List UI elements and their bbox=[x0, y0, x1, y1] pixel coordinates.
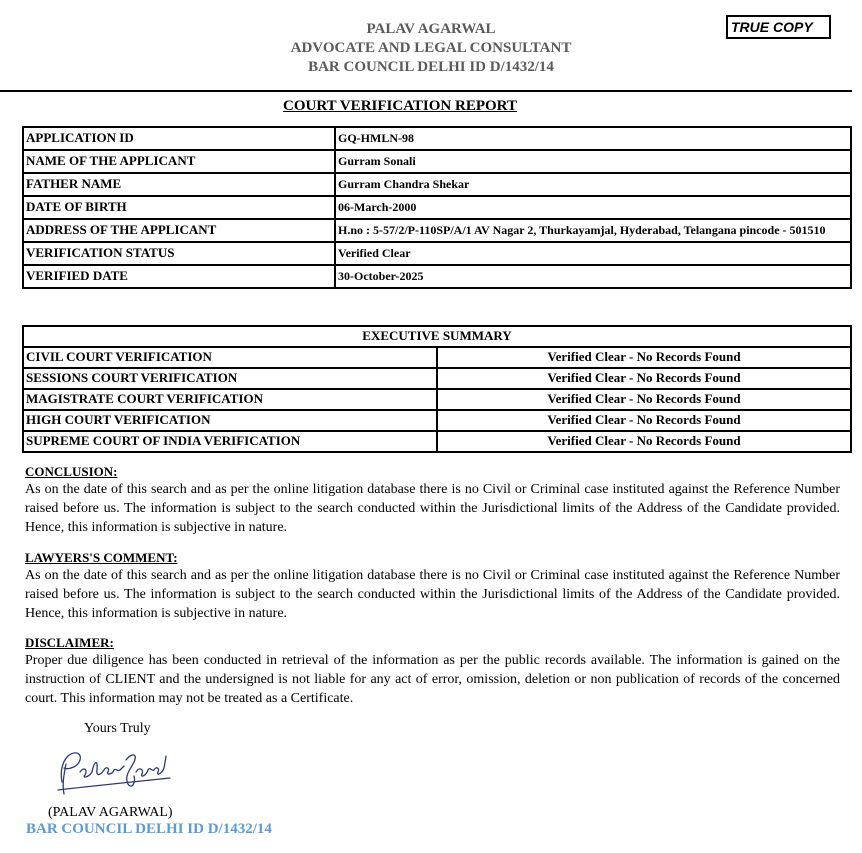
court-name: SUPREME COURT OF INDIA VERIFICATION bbox=[23, 431, 437, 452]
table-row bbox=[23, 265, 851, 288]
father-name-label: FATHER NAME bbox=[23, 173, 335, 196]
table-row bbox=[23, 219, 851, 242]
table-row bbox=[23, 410, 851, 431]
table-row bbox=[23, 347, 851, 368]
court-name: CIVIL COURT VERIFICATION bbox=[23, 347, 437, 368]
court-name: HIGH COURT VERIFICATION bbox=[23, 410, 437, 431]
court-result: Verified Clear - No Records Found bbox=[437, 431, 851, 452]
court-result: Verified Clear - No Records Found bbox=[437, 410, 851, 431]
address-label: ADDRESS OF THE APPLICANT bbox=[23, 219, 335, 242]
address-value: H.no : 5-57/2/P-110SP/A/1 AV Nagar 2, Thurkayamjal, Hyderabad, Telangana pincode - 501510 bbox=[335, 219, 851, 242]
applicant-name-value: Gurram Sonali bbox=[335, 150, 851, 173]
signature bbox=[52, 742, 177, 800]
table-row bbox=[23, 368, 851, 389]
court-name: MAGISTRATE COURT VERIFICATION bbox=[23, 389, 437, 410]
lawyers-comment-heading: LAWYERS'S COMMENT: bbox=[25, 550, 178, 565]
disclaimer-section bbox=[25, 635, 840, 708]
footer-bar-council-id: BAR COUNCIL DELHI ID D/1432/14 bbox=[26, 821, 272, 837]
report-title: COURT VERIFICATION REPORT bbox=[283, 98, 517, 114]
table-row bbox=[23, 150, 851, 173]
table-row bbox=[23, 196, 851, 219]
dob-value: 06-March-2000 bbox=[335, 196, 851, 219]
father-name-value: Gurram Chandra Shekar bbox=[335, 173, 851, 196]
conclusion-section bbox=[25, 464, 840, 537]
executive-summary-title: EXECUTIVE SUMMARY bbox=[23, 326, 851, 347]
table-row bbox=[23, 242, 851, 265]
application-id-label: APPLICATION ID bbox=[23, 127, 335, 150]
verification-status-value: Verified Clear bbox=[335, 242, 851, 265]
closing-text: Yours Truly bbox=[84, 721, 151, 736]
court-result: Verified Clear - No Records Found bbox=[437, 368, 851, 389]
application-id-value: GQ-HMLN-98 bbox=[335, 127, 851, 150]
verified-date-value: 30-October-2025 bbox=[335, 265, 851, 288]
header-divider bbox=[0, 90, 852, 92]
true-copy-stamp: TRUE COPY bbox=[726, 15, 831, 39]
signer-name: (PALAV AGARWAL) bbox=[48, 805, 173, 820]
advocate-name: PALAV AGARWAL bbox=[366, 21, 496, 37]
conclusion-heading: CONCLUSION: bbox=[25, 464, 118, 479]
disclaimer-heading: DISCLAIMER: bbox=[25, 635, 114, 650]
court-name: SESSIONS COURT VERIFICATION bbox=[23, 368, 437, 389]
table-row bbox=[23, 173, 851, 196]
conclusion-text: As on the date of this search and as per the online litigation database there is no Civil or Criminal case instituted against the Reference Number raised before us. The information is subject to the search conducted within the Jurisdictional limits of the Address of the Candidate provided. Hence, this information is subjective in nature. bbox=[25, 482, 840, 535]
disclaimer-text: Proper due diligence has been conducted in retrieval of the information as per the public records available. The information is gained on the instruction of CLIENT and the undersigned is not liable for any act of error, omission, deletion or non publication of records of the concerned court. This information may not be treated as a Certificate. bbox=[25, 653, 840, 706]
court-result: Verified Clear - No Records Found bbox=[437, 347, 851, 368]
applicant-details-table bbox=[22, 126, 852, 289]
dob-label: DATE OF BIRTH bbox=[23, 196, 335, 219]
verification-status-label: VERIFICATION STATUS bbox=[23, 242, 335, 265]
court-result: Verified Clear - No Records Found bbox=[437, 389, 851, 410]
lawyers-comment-section bbox=[25, 550, 840, 623]
lawyers-comment-text: As on the date of this search and as per the online litigation database there is no Civil or Criminal case instituted against the Reference Number raised before us. The information is subject to the search conducted within the Jurisdictional limits of the Address of the Candidate provided. Hence, this information is subjective in nature. bbox=[25, 568, 840, 621]
executive-summary-table bbox=[22, 325, 852, 453]
table-row bbox=[23, 431, 851, 452]
verified-date-label: VERIFIED DATE bbox=[23, 265, 335, 288]
advocate-designation: ADVOCATE AND LEGAL CONSULTANT bbox=[290, 40, 572, 56]
table-row bbox=[23, 127, 851, 150]
applicant-name-label: NAME OF THE APPLICANT bbox=[23, 150, 335, 173]
advocate-bar-id: BAR COUNCIL DELHI ID D/1432/14 bbox=[308, 59, 554, 75]
table-row bbox=[23, 389, 851, 410]
table-header-row bbox=[23, 326, 851, 347]
